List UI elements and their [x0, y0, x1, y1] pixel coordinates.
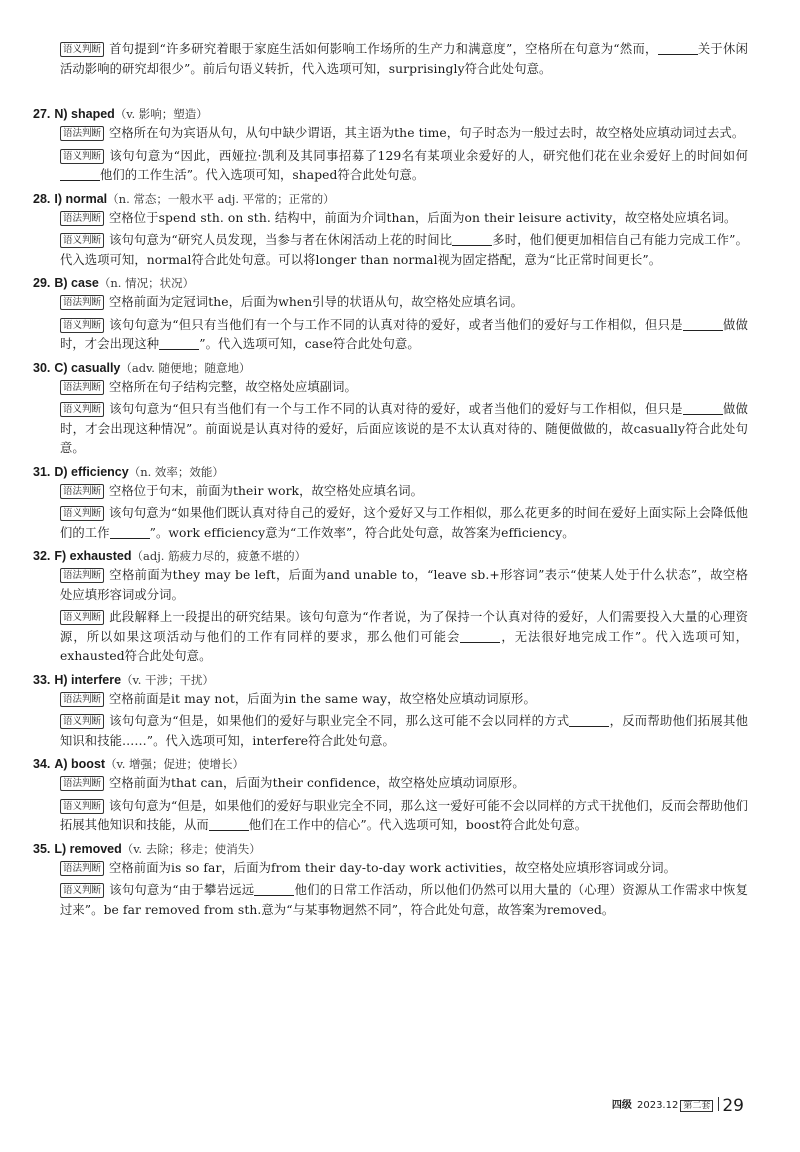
grammar-tag: 语法判断 — [60, 692, 104, 707]
answer-word: D) efficiency — [54, 464, 129, 479]
answer-blank — [60, 168, 100, 181]
page-footer — [612, 1096, 744, 1120]
semantic-paragraph: 语义判断 该句句意为“但是，如果他们的爱好与职业完全不同，那么这一爱好可能不会以同样的方式干扰他们，反而会帮助他们拓展其他知识和技能，从而 他们在工作中的信心”。代入选项可知，boost符合此处句意。 — [60, 798, 748, 832]
semantic-tag: 语义判断 — [60, 799, 104, 814]
item-heading: 33. H) interfere（v. 干涉；干扰） — [33, 672, 215, 687]
answer-blank — [209, 818, 249, 831]
footer-divider — [718, 1097, 719, 1111]
answer-word: N) shaped — [54, 107, 115, 121]
page-number: 29 — [722, 1096, 744, 1116]
semantic-tag: 语义判断 — [60, 610, 104, 625]
answer-blank — [452, 233, 492, 246]
word-gloss: （n. 情况；状况） — [98, 276, 195, 290]
answer-item-32 — [33, 546, 748, 667]
word-gloss: （v. 去除；移走；使消失） — [121, 841, 261, 856]
item-heading: 34. A) boost（v. 增强；促进；使增长） — [33, 757, 245, 771]
grammar-tag: 语法判断 — [60, 776, 104, 791]
grammar-paragraph: 语法判断 空格所在句子结构完整，故空格处应填副词。 — [60, 378, 748, 398]
item-heading: 35. L) removed（v. 去除；移走；使消失） — [33, 841, 261, 856]
semantic-paragraph: 语义判断 此段解释上一段提出的研究结果。该句句意为“作者说，为了保持一个认真对待的爱好，人们需要投入大量的心理资源，所以如果这项活动与他们的工作有同样的要求，那么他们可能会 ，无法很好地完成工作”。代入选项可知，exhausted符合此处句意。 — [60, 610, 748, 663]
item-heading: 30. C) casually（adv. 随便地；随意地） — [33, 360, 251, 375]
answer-item-28 — [33, 189, 749, 271]
answer-word: F) exhausted — [54, 549, 132, 563]
answer-word: C) casually — [54, 360, 121, 375]
semantic-tag: 语义判断 — [60, 233, 104, 248]
answer-item-29 — [33, 273, 748, 355]
word-gloss: （v. 影响；塑造） — [114, 107, 208, 121]
answer-item-35 — [33, 839, 748, 921]
semantic-paragraph: 语义判断 该句句意为“如果他们既认真对待自己的爱好，这个爱好又与工作相似，那么花更多的时间在爱好上面实际上会降低他们的工作 ”。work efficiency意为“工作效率”，符合此处句意，故答案为efficiency。 — [60, 506, 748, 540]
exam-issue: 2023.12 — [636, 1100, 679, 1111]
word-gloss: （n. 效率；效能） — [128, 464, 224, 479]
word-gloss: （adv. 随便地；随意地） — [120, 360, 251, 375]
grammar-paragraph: 语法判断 空格前面是it may not，后面为in the same way，故空格处应填动词原形。 — [60, 690, 748, 710]
grammar-tag: 语法判断 — [60, 380, 104, 395]
word-gloss: （v. 增强；促进；使增长） — [105, 757, 245, 771]
word-gloss: （adj. 筋疲力尽的，疲惫不堪的） — [131, 549, 307, 563]
answer-word: B) case — [54, 276, 99, 290]
grammar-paragraph: 语法判断 空格位于句末，前面为their work，故空格处应填名词。 — [60, 482, 748, 502]
answer-blank — [254, 883, 294, 896]
grammar-tag: 语法判断 — [60, 295, 104, 310]
item-heading: 31. D) efficiency（n. 效率；效能） — [33, 464, 224, 479]
word-gloss: （v. 干涉；干扰） — [121, 672, 215, 687]
grammar-tag: 语法判断 — [60, 126, 104, 141]
item-heading: 28. I) normal（n. 常态；一般水平 adj. 平常的；正常的） — [33, 191, 335, 206]
semantic-tag: 语义判断 — [60, 714, 104, 729]
exam-level: 四级 — [611, 1100, 632, 1111]
answer-word: I) normal — [54, 191, 108, 206]
grammar-tag: 语法判断 — [60, 484, 104, 499]
word-gloss: （n. 常态；一般水平 adj. 平常的；正常的） — [107, 191, 335, 206]
grammar-paragraph: 语法判断 空格位于spend sth. on sth. 结构中，前面为介词than，后面为on their leisure activity，故空格处应填名词。 — [60, 209, 748, 229]
semantic-tag: 语义判断 — [60, 402, 104, 417]
answer-word: L) removed — [54, 841, 122, 856]
grammar-paragraph: 语法判断 空格所在句为宾语从句，从句中缺少谓语，其主语为the time，句子时态为一般过去时，故空格处应填动词过去式。 — [60, 124, 748, 144]
answer-blank — [683, 318, 723, 331]
answer-blank — [460, 630, 500, 643]
answer-item-34 — [33, 754, 748, 836]
semantic-paragraph: 语义判断 该句句意为“因此，西娅拉·凯利及其同事招募了129名有某项业余爱好的人，研究他们花在业余爱好上的时间如何他们的工作生活”。代入选项可知，shaped符合此处句意。 — [60, 147, 748, 186]
intro-explanation — [60, 40, 748, 82]
answer-item-30 — [33, 358, 748, 459]
semantic-tag: 语义判断 — [60, 149, 104, 164]
semantic-paragraph: 语义判断 该句句意为“但只有当他们有一个与工作不同的认真对待的爱好，或者当他们的爱好与工作相似，但只是 做做时，才会出现这种情况”。前面说是认真对待的爱好，后面应该说的是不太认真对待的、随便做做的，故casually符合此处句意。 — [60, 402, 748, 455]
exam-set: 第二套 — [680, 1100, 713, 1112]
grammar-paragraph: 语法判断 空格前面为定冠词the，后面为when引导的状语从句，故空格处应填名词。 — [60, 293, 748, 313]
semantic-paragraph: 语义判断 该句句意为“由于攀岩远远 他们的日常工作活动，所以他们仍然可以用大量的（心理）资源从工作需求中恢复过来”。be far removed from sth.意为“与某事物迥然不同”，符合此处句意，故答案为removed。 — [60, 883, 748, 917]
answer-item-27 — [33, 104, 748, 186]
grammar-tag: 语法判断 — [60, 861, 104, 876]
semantic-tag: 语义判断 — [60, 42, 104, 57]
answer-blank — [569, 714, 609, 727]
grammar-paragraph: 语法判断 空格前面为that can，后面为their confidence，故空格处应填动词原形。 — [60, 774, 748, 794]
answer-item-31 — [33, 462, 748, 544]
answer-blank — [658, 42, 698, 55]
grammar-tag: 语法判断 — [60, 568, 104, 583]
answer-item-33 — [33, 670, 748, 752]
grammar-paragraph: 语法判断 空格前面为they may be left，后面为and unable to，“leave sb.+形容词”表示“使某人处于什么状态”，故空格处应填形容词或分词。 — [60, 568, 748, 602]
semantic-tag: 语义判断 — [60, 318, 104, 333]
semantic-paragraph: 语义判断 该句句意为“但是，如果他们的爱好与职业完全不同，那么这可能不会以同样的方式 ，反而帮助他们拓展其他知识和技能……”。代入选项可知，interfere符合此处句意。 — [60, 714, 748, 748]
answer-word: A) boost — [54, 757, 106, 771]
grammar-paragraph: 语法判断 空格前面为is so far，后面为from their day-to-day work activities，故空格处应填形容词或分词。 — [60, 859, 748, 879]
answer-blank — [159, 337, 199, 350]
semantic-tag: 语义判断 — [60, 506, 104, 521]
semantic-paragraph: 语义判断 该句句意为“但只有当他们有一个与工作不同的认真对待的爱好，或者当他们的爱好与工作相似，但只是 做做时，才会出现这种 ”。代入选项可知，case符合此处句意。 — [60, 317, 748, 351]
answer-blank — [683, 402, 723, 415]
item-heading: 29. B) case（n. 情况；状况） — [33, 276, 195, 290]
semantic-paragraph: 语义判断 首句提到“许多研究着眼于家庭生活如何影响工作场所的生产力和满意度”，空格所在句意为“然而， 关于休闲活动影响的研究却很少”。前后句语义转折，代入选项可知，surprisingly符合此处句意。 — [60, 42, 748, 76]
answer-blank — [110, 526, 150, 539]
semantic-tag: 语义判断 — [60, 883, 104, 898]
answer-items — [33, 104, 749, 923]
semantic-paragraph: 语义判断 该句句意为“研究人员发现，当参与者在休闲活动上花的时间比 多时，他们便更加相信自己有能力完成工作”。代入选项可知，normal符合此处句意。可以将longer than normal视为固定搭配，意为“比正常时间更长”。 — [60, 233, 749, 267]
answer-word: H) interfere — [54, 672, 122, 687]
item-heading: 32. F) exhausted（adj. 筋疲力尽的，疲惫不堪的） — [33, 549, 307, 563]
item-heading: 27. N) shaped（v. 影响；塑造） — [33, 107, 208, 121]
grammar-tag: 语法判断 — [60, 211, 104, 226]
